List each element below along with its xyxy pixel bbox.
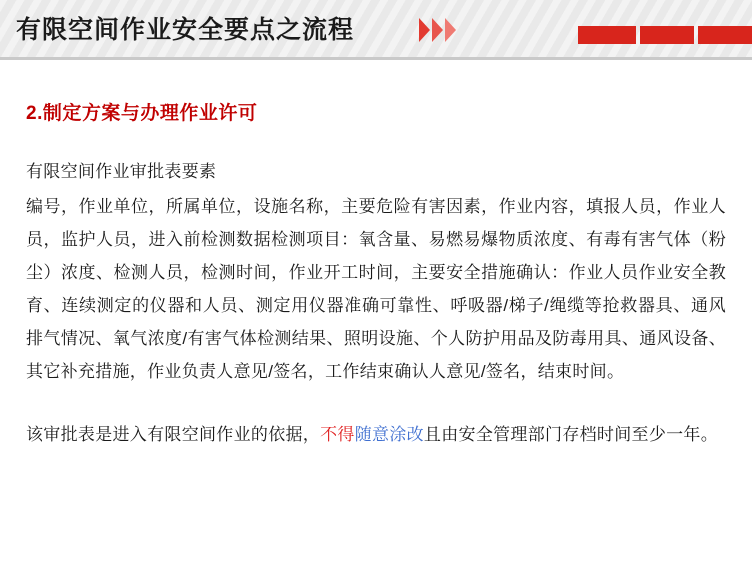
chevron-right-icon-2 <box>432 18 443 42</box>
header-divider <box>0 57 752 60</box>
accent-bar-3 <box>698 26 752 44</box>
header-accent-bars <box>578 26 752 44</box>
closing-highlight-blue: 随意涂改 <box>354 425 424 444</box>
accent-bar-1 <box>578 26 636 44</box>
chevron-right-icon-1 <box>419 18 430 42</box>
section-title: 2.制定方案与办理作业许可 <box>26 103 258 124</box>
chevron-right-icon-3 <box>445 18 456 42</box>
body-paragraph: 编号，作业单位，所属单位，设施名称，主要危险有害因素，作业内容，填报人员，作业人员，监护人员，进入前检测数据检测项目：氧含量、易燃易爆物质浓度、有毒有害气体（粉尘）浓度、检测人员，检测时间，作业开工时间，主要安全措施确认：作业人员作业安全教育、连续测定的仪器和人员、测定用仪器准确可靠性、呼吸器/梯子/绳缆等抢救器具、通风排气情况、氧气浓度/有害气体检测结果、照明设施、个人防护用品及防毒用具、通风设备、其它补充措施，作业负责人意见/签名，工作结束确认人意见/签名，结束时间。 <box>26 197 726 381</box>
slide-content <box>0 98 752 451</box>
closing-suffix: 且由安全管理部门存档时间至少一年。 <box>423 425 719 444</box>
slide-header <box>0 0 752 60</box>
accent-bar-2 <box>640 26 694 44</box>
closing-prefix: 该审批表是进入有限空间作业的依据， <box>26 425 321 444</box>
closing-paragraph <box>26 418 726 451</box>
lead-line: 有限空间作业审批表要素 <box>26 162 217 181</box>
chevrons-right-icon <box>419 18 456 42</box>
page-title: 有限空间作业安全要点之流程 <box>16 16 355 44</box>
closing-highlight-red: 不得 <box>320 425 355 444</box>
